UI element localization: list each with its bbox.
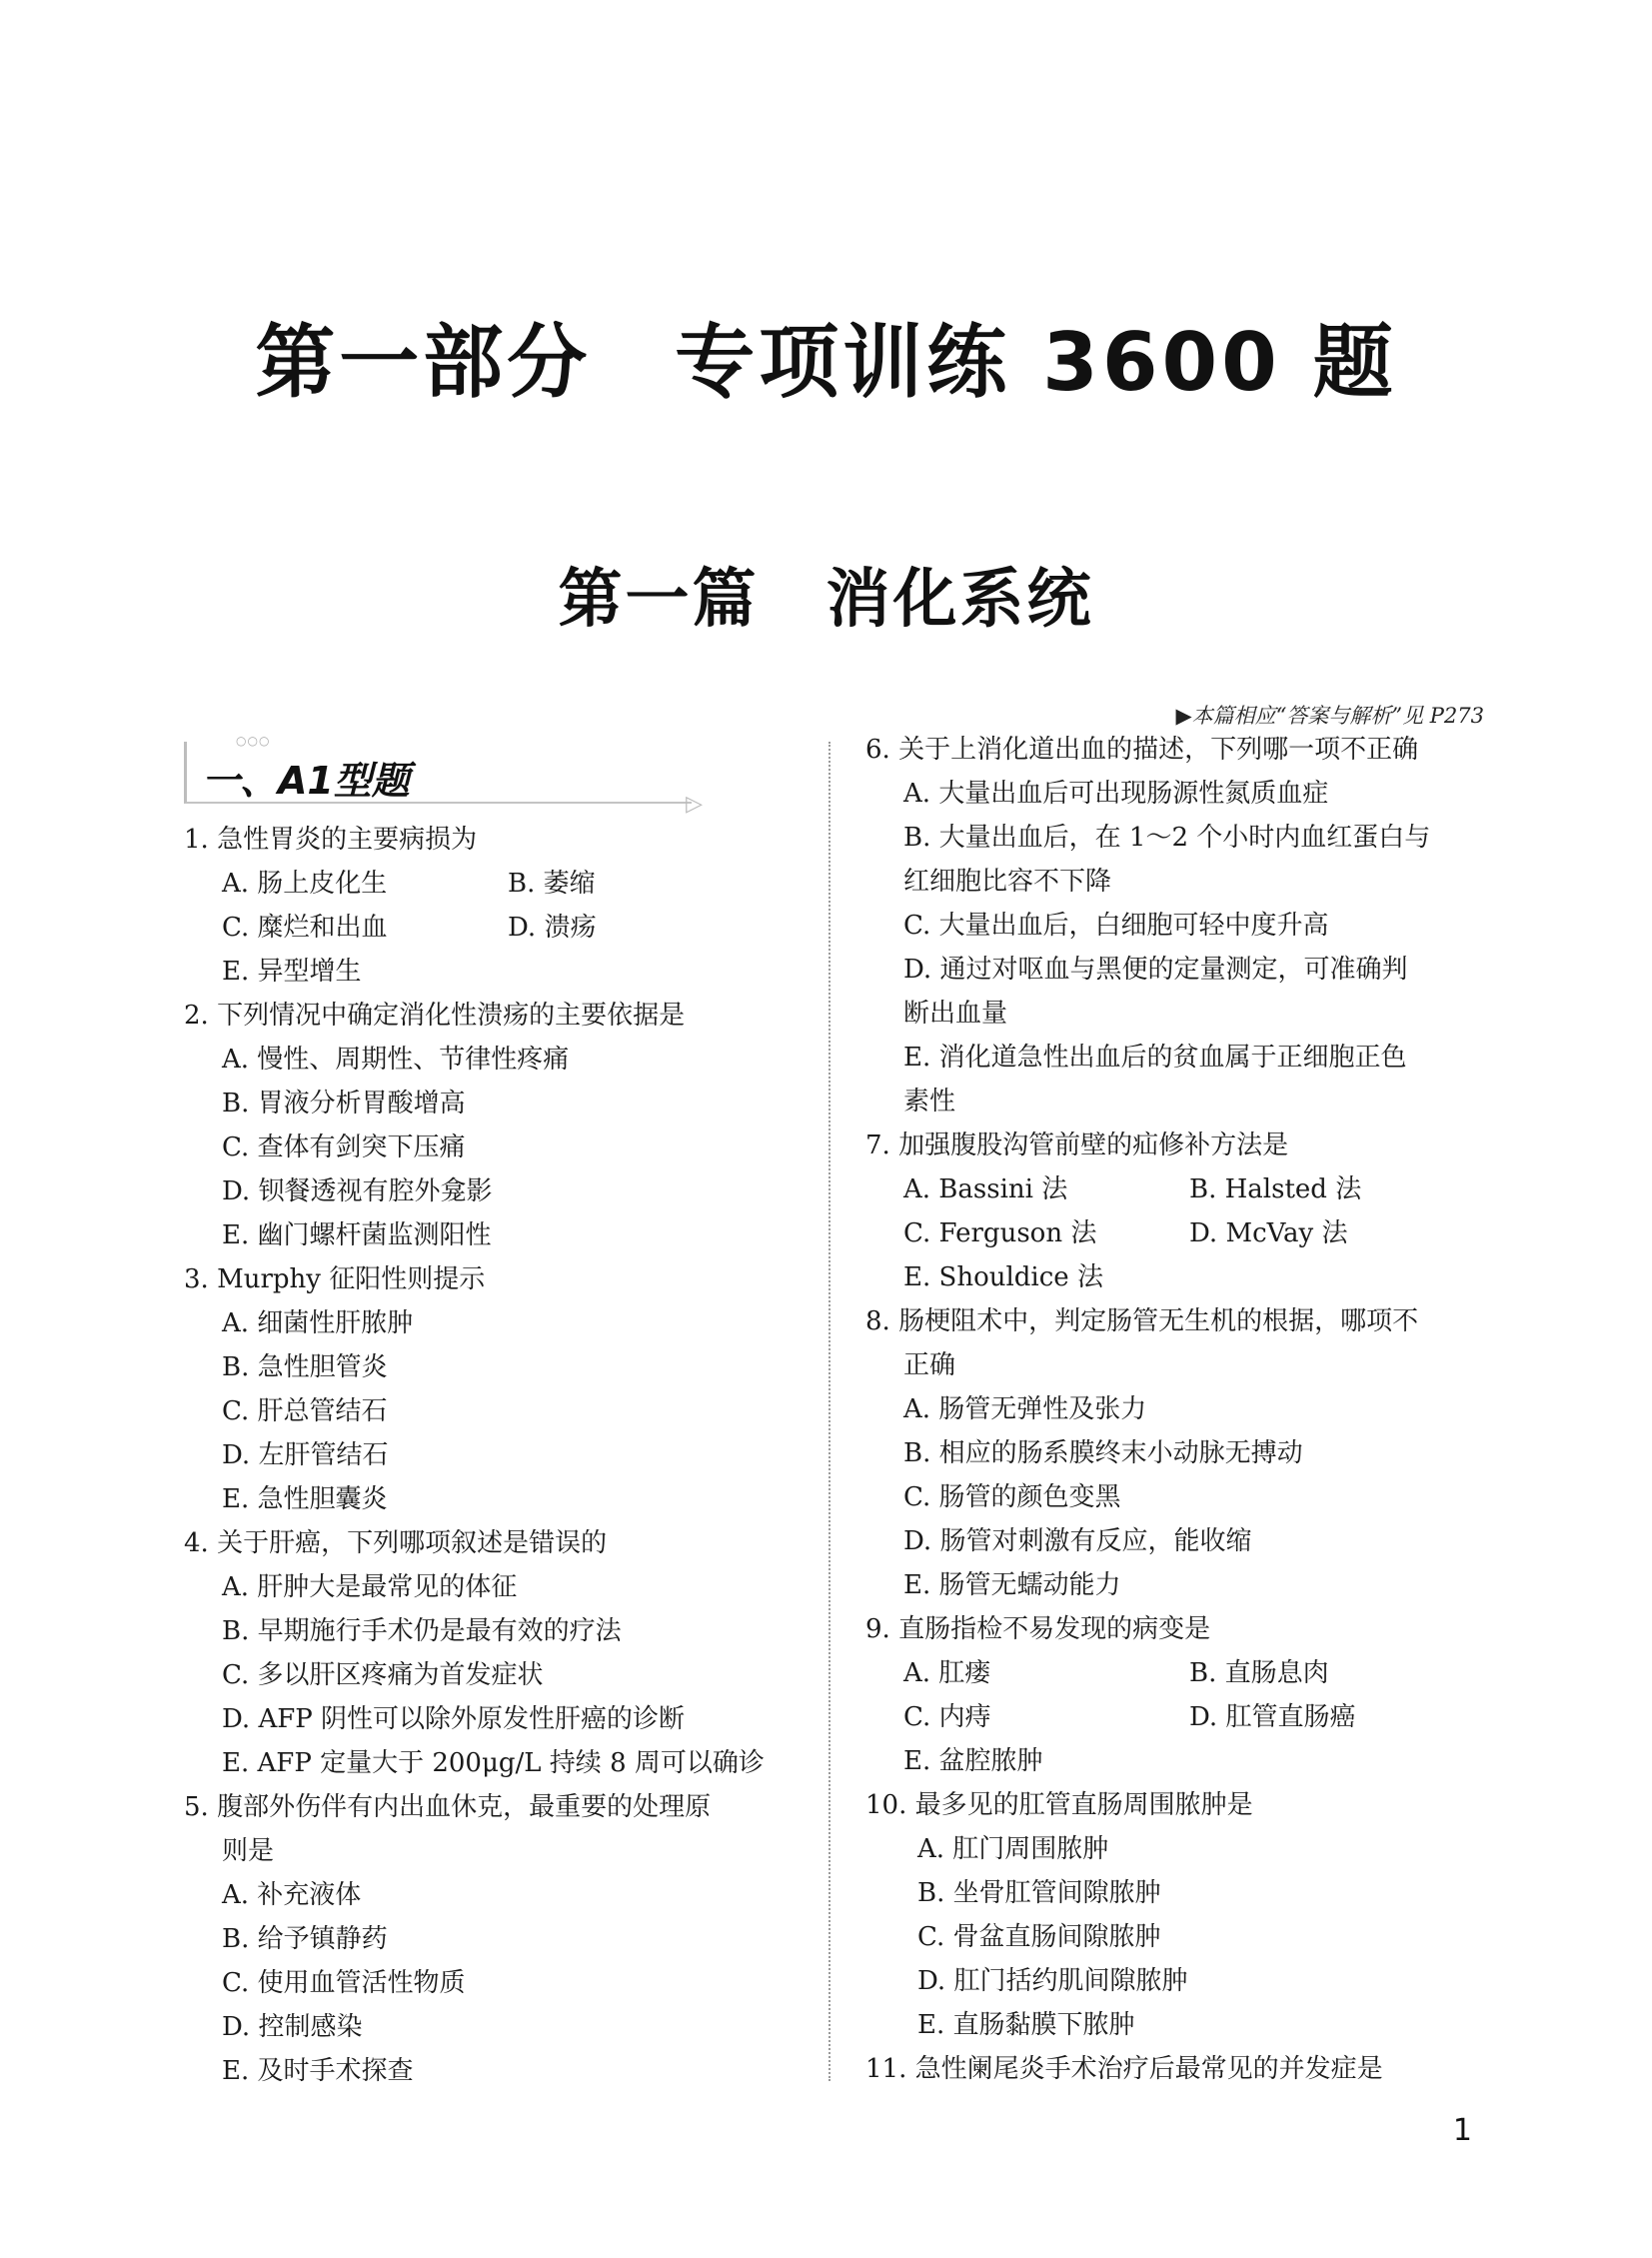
option-b: B. 早期施行手术仍是最有效的疗法 bbox=[222, 1616, 622, 1646]
option-e-continued: 素性 bbox=[903, 1087, 956, 1117]
option-c: C. Ferguson 法 bbox=[903, 1218, 1097, 1248]
option-d: D. 钡餐透视有腔外龛影 bbox=[222, 1176, 493, 1206]
option-a: A. 肠管无弹性及张力 bbox=[903, 1394, 1147, 1424]
part-title: 第一部分 专项训练 3600 题 bbox=[255, 316, 1397, 409]
option-c: C. 骨盆直肠间隙脓肿 bbox=[917, 1922, 1161, 1952]
option-b: B. 胃液分析胃酸增高 bbox=[222, 1089, 466, 1119]
option-row bbox=[865, 1167, 1485, 1211]
option-b-continued: 红细胞比容不下降 bbox=[903, 867, 1112, 897]
option-d: D. McVay 法 bbox=[1189, 1218, 1348, 1248]
question-stem: 2. 下列情况中确定消化性溃疡的主要依据是 bbox=[184, 1001, 686, 1031]
option-row bbox=[184, 906, 804, 950]
option-row bbox=[184, 862, 804, 906]
option-a: A. 大量出血后可出现肠源性氮质血症 bbox=[903, 779, 1329, 809]
option-c: C. 多以肝区疼痛为首发症状 bbox=[222, 1660, 544, 1690]
page-number: 1 bbox=[1452, 2113, 1472, 2148]
option-c: C. 使用血管活性物质 bbox=[222, 1968, 466, 1998]
left-column bbox=[184, 818, 804, 2093]
option-d: D. 控制感染 bbox=[222, 2012, 363, 2042]
option-e: E. Shouldice 法 bbox=[903, 1262, 1103, 1292]
question-stem: 8. 肠梗阻术中，判定肠管无生机的根据，哪项不 bbox=[865, 1306, 1419, 1336]
question-4 bbox=[184, 1521, 804, 1785]
section-label: 一、A1型题 bbox=[202, 759, 410, 803]
question-stem: 10. 最多见的肛管直肠周围脓肿是 bbox=[865, 1790, 1253, 1820]
option-d: D. 左肝管结石 bbox=[222, 1440, 389, 1470]
question-stem: 1. 急性胃炎的主要病损为 bbox=[184, 825, 478, 855]
question-stem-continued: 正确 bbox=[903, 1350, 956, 1380]
option-d-continued: 断出血量 bbox=[903, 999, 1008, 1029]
question-stem: 11. 急性阑尾炎手术治疗后最常见的并发症是 bbox=[865, 2054, 1383, 2084]
question-stem: 4. 关于肝癌，下列哪项叙述是错误的 bbox=[184, 1528, 608, 1558]
question-10 bbox=[865, 1783, 1485, 2047]
option-b: B. Halsted 法 bbox=[1189, 1174, 1362, 1204]
option-row bbox=[865, 1651, 1485, 1695]
option-row bbox=[865, 1695, 1485, 1739]
option-b: B. 大量出血后，在 1～2 个小时内血红蛋白与 bbox=[903, 823, 1431, 853]
option-a: A. 补充液体 bbox=[222, 1880, 362, 1910]
question-2 bbox=[184, 994, 804, 1257]
decorative-dots-icon: ○○○ bbox=[236, 734, 271, 748]
question-6 bbox=[865, 728, 1485, 1124]
option-a: A. 肛门周围脓肿 bbox=[917, 1834, 1109, 1864]
option-row bbox=[865, 1211, 1485, 1255]
option-e: E. AFP 定量大于 200μg/L 持续 8 周可以确诊 bbox=[222, 1748, 765, 1778]
question-1 bbox=[184, 818, 804, 994]
option-e: E. 直肠黏膜下脓肿 bbox=[917, 2010, 1135, 2040]
question-9 bbox=[865, 1607, 1485, 1783]
question-stem-continued: 则是 bbox=[222, 1836, 275, 1866]
option-a: A. Bassini 法 bbox=[903, 1174, 1068, 1204]
option-d: D. 肛管直肠癌 bbox=[1189, 1702, 1356, 1732]
option-a: A. 肠上皮化生 bbox=[222, 869, 388, 899]
question-3 bbox=[184, 1257, 804, 1521]
option-e: E. 及时手术探查 bbox=[222, 2056, 414, 2086]
option-c: C. 内痔 bbox=[903, 1702, 991, 1732]
question-stem: 3. Murphy 征阳性则提示 bbox=[184, 1264, 486, 1294]
option-c: C. 大量出血后，白细胞可轻中度升高 bbox=[903, 911, 1329, 941]
option-b: B. 直肠息肉 bbox=[1189, 1658, 1329, 1688]
column-divider bbox=[828, 742, 830, 2081]
option-d: D. 肠管对刺激有反应，能收缩 bbox=[903, 1526, 1252, 1556]
chapter-title: 第一篇 消化系统 bbox=[558, 563, 1094, 637]
question-8 bbox=[865, 1299, 1485, 1607]
option-c: C. 肠管的颜色变黑 bbox=[903, 1482, 1121, 1512]
option-e: E. 幽门螺杆菌监测阳性 bbox=[222, 1220, 492, 1250]
option-d: D. 通过对呕血与黑便的定量测定，可准确判 bbox=[903, 955, 1408, 985]
question-stem: 5. 腹部外伤伴有内出血休克，最重要的处理原 bbox=[184, 1792, 712, 1822]
question-stem: 7. 加强腹股沟管前壁的疝修补方法是 bbox=[865, 1130, 1289, 1160]
option-a: A. 肛瘘 bbox=[903, 1658, 991, 1688]
option-d: D. 肛门括约肌间隙脓肿 bbox=[917, 1966, 1188, 1996]
option-b: B. 萎缩 bbox=[508, 869, 596, 899]
option-b: B. 急性胆管炎 bbox=[222, 1352, 388, 1382]
option-d: D. 溃疡 bbox=[508, 913, 597, 943]
option-a: A. 肝肿大是最常见的体征 bbox=[222, 1572, 518, 1602]
option-c: C. 查体有剑突下压痛 bbox=[222, 1132, 466, 1162]
option-b: B. 相应的肠系膜终末小动脉无搏动 bbox=[903, 1438, 1303, 1468]
option-e: E. 异型增生 bbox=[222, 957, 362, 987]
option-e: E. 盆腔脓肿 bbox=[903, 1746, 1043, 1776]
option-a: A. 细菌性肝脓肿 bbox=[222, 1308, 414, 1338]
option-b: B. 坐骨肛管间隙脓肿 bbox=[917, 1878, 1161, 1908]
question-5 bbox=[184, 1785, 804, 2093]
option-c: C. 肝总管结石 bbox=[222, 1396, 388, 1426]
question-stem: 6. 关于上消化道出血的描述，下列哪一项不正确 bbox=[865, 735, 1419, 765]
question-stem: 9. 直肠指检不易发现的病变是 bbox=[865, 1614, 1211, 1644]
option-e: E. 消化道急性出血后的贫血属于正细胞正色 bbox=[903, 1043, 1407, 1073]
option-c: C. 糜烂和出血 bbox=[222, 913, 388, 943]
answer-reference: ▶本篇相应“答案与解析”见 P273 bbox=[1175, 704, 1484, 728]
option-d: D. AFP 阴性可以除外原发性肝癌的诊断 bbox=[222, 1704, 686, 1734]
question-11 bbox=[865, 2047, 1485, 2091]
option-b: B. 给予镇静药 bbox=[222, 1924, 388, 1954]
section-header bbox=[184, 734, 703, 817]
right-column bbox=[865, 728, 1485, 2091]
option-e: E. 肠管无蠕动能力 bbox=[903, 1570, 1121, 1600]
arrow-right-icon: ▷ bbox=[686, 792, 703, 817]
option-a: A. 慢性、周期性、节律性疼痛 bbox=[222, 1045, 570, 1075]
question-7 bbox=[865, 1124, 1485, 1299]
option-e: E. 急性胆囊炎 bbox=[222, 1484, 388, 1514]
